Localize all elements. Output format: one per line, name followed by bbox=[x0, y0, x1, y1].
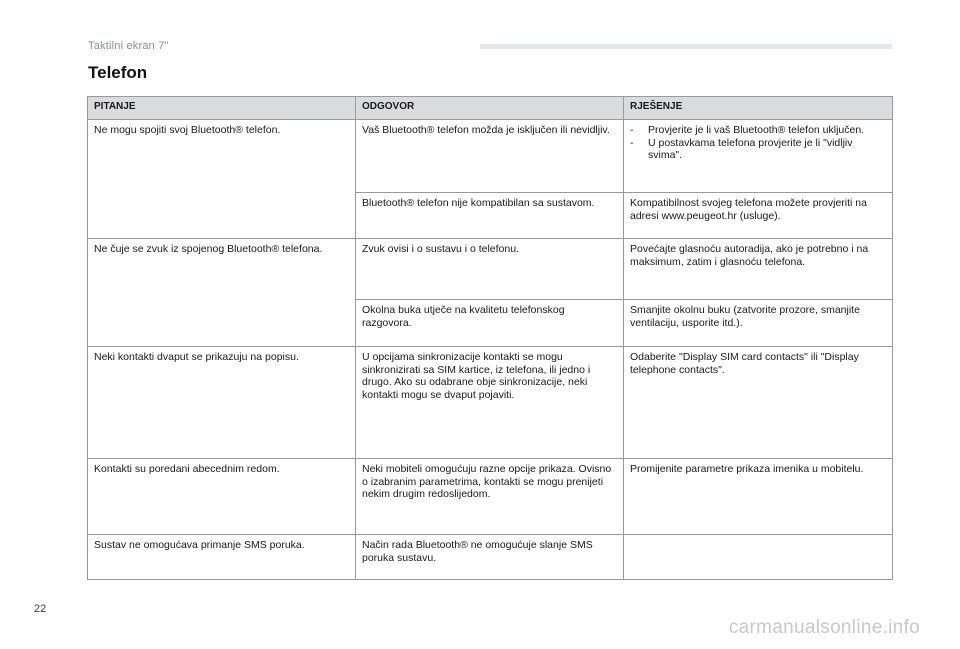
page-title: Telefon bbox=[88, 63, 148, 82]
answer-cell: Bluetooth® telefon nije kompatibilan sa sustavom. bbox=[356, 193, 624, 239]
solution-cell bbox=[624, 535, 893, 580]
header-divider bbox=[480, 44, 892, 49]
solution-cell: Povećajte glasnoću autoradija, ako je potrebno i na maksimum, zatim i glasnoću telefona. bbox=[624, 239, 893, 300]
table-row bbox=[88, 239, 893, 300]
question-cell: Ne čuje se zvuk iz spojenog Bluetooth® telefona. bbox=[88, 239, 356, 347]
solution-list-item: - Provjerite je li vaš Bluetooth® telefon uključen. bbox=[630, 124, 886, 137]
table-row bbox=[88, 120, 893, 193]
solution-cell bbox=[624, 120, 893, 193]
table-header-row bbox=[88, 97, 893, 120]
question-cell: Kontakti su poredani abecednim redom. bbox=[88, 459, 356, 535]
section-label: Taktilni ekran 7" bbox=[88, 40, 169, 52]
column-header-solution: RJEŠENJE bbox=[624, 97, 893, 120]
table-row bbox=[88, 459, 893, 535]
troubleshooting-table bbox=[87, 96, 893, 580]
table-row bbox=[88, 347, 893, 459]
watermark: carmanualsonline.info bbox=[728, 617, 920, 638]
solution-list-item: - U postavkama telefona provjerite je li "vidljiv svima". bbox=[630, 137, 886, 162]
answer-cell: Vaš Bluetooth® telefon možda je isključen ili nevidljiv. bbox=[356, 120, 624, 193]
answer-cell: Okolna buka utječe na kvalitetu telefonskog razgovora. bbox=[356, 300, 624, 347]
question-cell: Neki kontakti dvaput se prikazuju na popisu. bbox=[88, 347, 356, 459]
column-header-question: PITANJE bbox=[88, 97, 356, 120]
answer-cell: Neki mobiteli omogućuju razne opcije prikaza. Ovisno o izabranim parametrima, kontakti se mogu prenijeti nekim drugim redoslijedom. bbox=[356, 459, 624, 535]
solution-cell: Kompatibilnost svojeg telefona možete provjeriti na adresi www.peugeot.hr (usluge). bbox=[624, 193, 893, 239]
solution-cell: Odaberite "Display SIM card contacts" ili "Display telephone contacts". bbox=[624, 347, 893, 459]
solution-cell: Promijenite parametre prikaza imenika u mobitelu. bbox=[624, 459, 893, 535]
column-header-answer: ODGOVOR bbox=[356, 97, 624, 120]
solution-cell: Smanjite okolnu buku (zatvorite prozore, smanjite ventilaciju, usporite itd.). bbox=[624, 300, 893, 347]
answer-cell: U opcijama sinkronizacije kontakti se mogu sinkronizirati sa SIM kartice, iz telefona, ili jedno i drugo. Ako su odabrane obje sinkronizacije, neki kontakti mogu se dvaput pojaviti. bbox=[356, 347, 624, 459]
answer-cell: Zvuk ovisi i o sustavu i o telefonu. bbox=[356, 239, 624, 300]
answer-cell: Način rada Bluetooth® ne omogućuje slanje SMS poruka sustavu. bbox=[356, 535, 624, 580]
solution-list bbox=[630, 124, 886, 162]
table-row bbox=[88, 535, 893, 580]
question-cell: Ne mogu spojiti svoj Bluetooth® telefon. bbox=[88, 120, 356, 239]
page-number: 22 bbox=[34, 603, 47, 615]
question-cell: Sustav ne omogućava primanje SMS poruka. bbox=[88, 535, 356, 580]
